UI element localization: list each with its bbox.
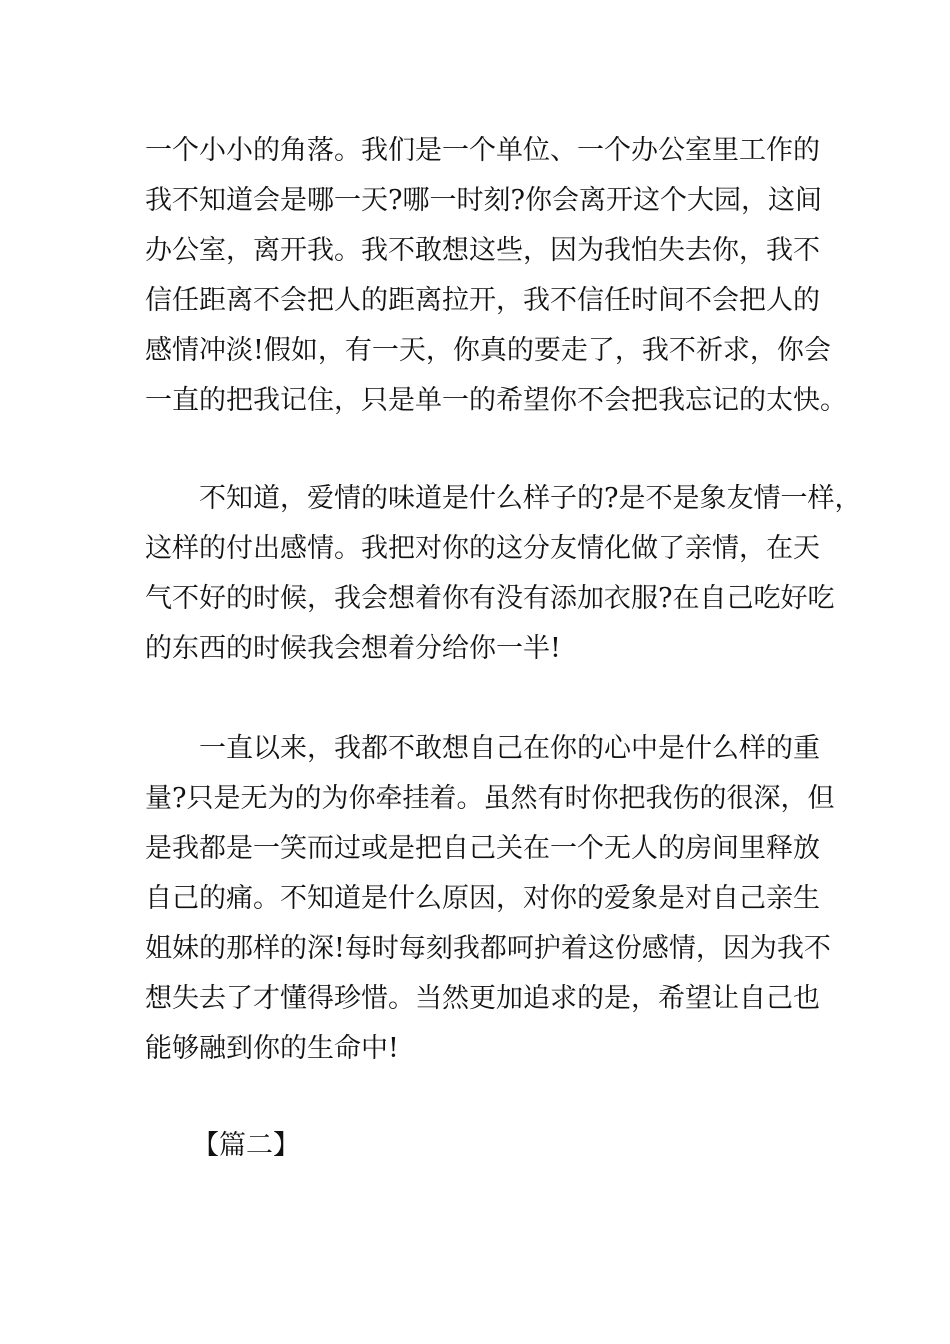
text-line: 想失去了才懂得珍惜。当然更加追求的是，希望让自己也 <box>145 983 820 1014</box>
text-line: 一直以来，我都不敢想自己在你的心中是什么样的重 <box>199 733 820 764</box>
text-line: 一直的把我记住，只是单一的希望你不会把我忘记的太快。 <box>145 385 847 416</box>
text-line: 这样的付出感情。我把对你的这分友情化做了亲情，在天 <box>145 533 820 564</box>
text-line: 感情冲淡!假如，有一天，你真的要走了，我不祈求，你会 <box>145 335 831 366</box>
text-line: 是我都是一笑而过或是把自己关在一个无人的房间里释放 <box>145 833 820 864</box>
text-line: 自己的痛。不知道是什么原因，对你的爱象是对自己亲生 <box>145 883 820 914</box>
text-line: 一个小小的角落。我们是一个单位、一个办公室里工作的 <box>145 135 820 166</box>
text-line: 我不知道会是哪一天?哪一时刻?你会离开这个大园，这间 <box>145 185 822 216</box>
text-line: 量?只是无为的为你牵挂着。虽然有时你把我伤的很深，但 <box>145 783 835 814</box>
text-line: 气不好的时候，我会想着你有没有添加衣服?在自己吃好吃 <box>145 583 835 614</box>
text-line: 的东西的时候我会想着分给你一半! <box>145 633 561 664</box>
text-line: 信任距离不会把人的距离拉开，我不信任时间不会把人的 <box>145 285 820 316</box>
text-line: 姐妹的那样的深!每时每刻我都呵护着这份感情，因为我不 <box>145 933 831 964</box>
text-line: 能够融到你的生命中! <box>145 1033 399 1064</box>
text-line: 办公室，离开我。我不敢想这些，因为我怕失去你，我不 <box>145 235 820 266</box>
section-heading: 【篇二】 <box>192 1130 300 1161</box>
text-line: 不知道，爱情的味道是什么样子的?是不是象友情一样， <box>199 483 862 514</box>
